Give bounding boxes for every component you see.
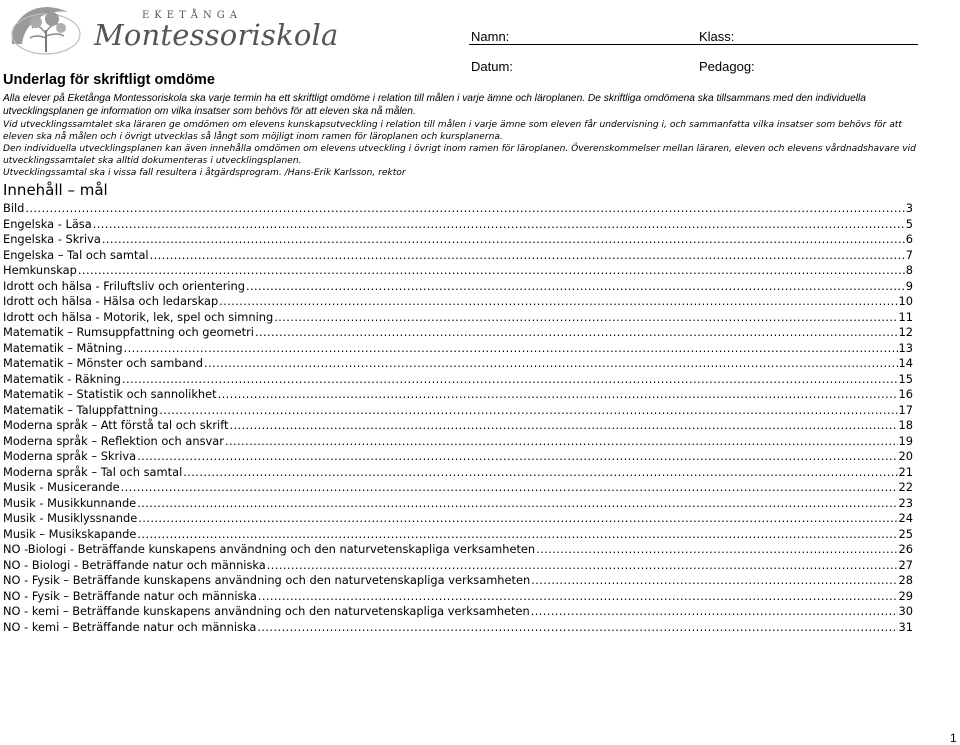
toc-leader-dots bbox=[204, 356, 898, 372]
toc-entry[interactable] bbox=[3, 356, 913, 372]
toc-entry[interactable] bbox=[3, 294, 913, 310]
table-of-contents bbox=[3, 201, 913, 635]
toc-entry-page: 30 bbox=[898, 604, 913, 619]
toc-entry-page: 5 bbox=[905, 216, 913, 231]
page-number: 1 bbox=[950, 731, 957, 745]
toc-entry[interactable] bbox=[3, 232, 913, 248]
toc-leader-dots bbox=[267, 558, 898, 574]
toc-entry[interactable] bbox=[3, 372, 913, 388]
toc-entry[interactable] bbox=[3, 573, 913, 589]
toc-entry[interactable] bbox=[3, 465, 913, 481]
toc-entry-page: 28 bbox=[898, 573, 913, 588]
toc-entry[interactable] bbox=[3, 387, 913, 403]
toc-entry-page: 27 bbox=[898, 557, 913, 572]
toc-leader-dots bbox=[531, 604, 898, 620]
toc-heading: Innehåll – mål bbox=[3, 181, 108, 199]
intro-paragraph-2: Vid utvecklingssamtalet ska läraren ge omdömen om elevens kunskapsutveckling i relation till målen i varje ämne som eleven får undervisning i, och sammanfatta vilka insatser som behövs för att eleven ska nå målen och i övrigt utvecklas så långt som möjligt inom ramen för läroplanen och kursplanerna. bbox=[3, 120, 902, 142]
toc-leader-dots bbox=[258, 589, 898, 605]
toc-entry-title: Matematik - Räkning bbox=[3, 371, 122, 386]
toc-entry-title: Engelska – Tal och samtal bbox=[3, 247, 149, 262]
intro-details bbox=[3, 119, 918, 179]
toc-entry-title: Moderna språk – Reflektion och ansvar bbox=[3, 433, 224, 448]
toc-leader-dots bbox=[93, 217, 905, 233]
toc-leader-dots bbox=[531, 573, 897, 589]
toc-entry[interactable] bbox=[3, 434, 913, 450]
class-label: Klass: bbox=[699, 29, 735, 44]
toc-entry-title: Hemkunskap bbox=[3, 263, 77, 278]
intro-paragraph-3: Den individuella utvecklingsplanen kan även innehålla omdömen om elevens utveckling i övrigt inom ramen för läroplanen. Överenskommelser mellan läraren, eleven och elevens vårdnadshavare vid utvecklingssamtalet ska alltid dokumenteras i utvecklingsplanen. bbox=[3, 144, 916, 166]
toc-entry-page: 24 bbox=[898, 511, 913, 526]
toc-leader-dots bbox=[102, 232, 905, 248]
toc-entry-title: Matematik – Rumsuppfattning och geometri bbox=[3, 325, 254, 340]
toc-entry-title: NO - Fysik – Beträffande kunskapens användning och den naturvetenskapliga verksamheten bbox=[3, 573, 531, 588]
toc-entry-title: Musik - Musicerande bbox=[3, 480, 120, 495]
toc-entry-title: Idrott och hälsa - Friluftsliv och orientering bbox=[3, 278, 245, 293]
toc-entry[interactable] bbox=[3, 310, 913, 326]
toc-entry-title: Moderna språk – Att förstå tal och skrift bbox=[3, 418, 229, 433]
toc-entry-page: 22 bbox=[898, 480, 913, 495]
toc-entry[interactable] bbox=[3, 325, 913, 341]
toc-entry-page: 19 bbox=[898, 433, 913, 448]
toc-entry-title: Engelska - Läsa bbox=[3, 216, 92, 231]
toc-entry-page: 9 bbox=[905, 278, 913, 293]
toc-entry-page: 13 bbox=[898, 340, 913, 355]
toc-leader-dots bbox=[137, 527, 897, 543]
toc-entry-page: 17 bbox=[898, 402, 913, 417]
toc-leader-dots bbox=[246, 279, 905, 295]
logo-top-text: EKETÅNGA bbox=[142, 10, 242, 21]
toc-entry-title: Engelska - Skriva bbox=[3, 232, 101, 247]
toc-leader-dots bbox=[255, 325, 898, 341]
toc-entry[interactable] bbox=[3, 449, 913, 465]
toc-entry[interactable] bbox=[3, 279, 913, 295]
toc-entry[interactable] bbox=[3, 263, 913, 279]
toc-leader-dots bbox=[274, 310, 897, 326]
intro-paragraph: Alla elever på Eketånga Montessoriskola ska varje termin ha ett skriftligt omdöme i relation till målen i varje ämne och läroplanen. De skriftliga omdömena ska tillsammans med den individuella utvecklingsplanen ge information om vilka insatser som behövs för att eleven ska nå målen. bbox=[3, 93, 866, 117]
toc-entry-page: 7 bbox=[905, 247, 913, 262]
toc-entry-title: Matematik – Statistik och sannolikhet bbox=[3, 387, 217, 402]
logo-main-text: Montessoriskola bbox=[94, 18, 339, 52]
toc-entry-page: 18 bbox=[898, 418, 913, 433]
toc-entry-page: 23 bbox=[898, 495, 913, 510]
toc-leader-dots bbox=[138, 511, 897, 527]
toc-entry-title: Musik - Musiklyssnande bbox=[3, 511, 138, 526]
toc-entry-page: 31 bbox=[898, 619, 913, 634]
toc-leader-dots bbox=[137, 496, 897, 512]
toc-leader-dots bbox=[124, 341, 898, 357]
toc-leader-dots bbox=[78, 263, 905, 279]
toc-entry-page: 3 bbox=[905, 201, 913, 215]
toc-entry-title: Musik - Musikkunnande bbox=[3, 495, 137, 510]
toc-leader-dots bbox=[536, 542, 897, 558]
toc-entry[interactable] bbox=[3, 604, 913, 620]
toc-entry[interactable] bbox=[3, 217, 913, 233]
toc-entry-page: 10 bbox=[898, 294, 913, 309]
toc-entry[interactable] bbox=[3, 620, 913, 636]
toc-entry-page: 14 bbox=[898, 356, 913, 371]
toc-entry[interactable] bbox=[3, 589, 913, 605]
toc-entry-title: Matematik – Mönster och samband bbox=[3, 356, 203, 371]
toc-leader-dots bbox=[122, 372, 897, 388]
toc-entry-title: Matematik – Taluppfattning bbox=[3, 402, 159, 417]
toc-entry[interactable] bbox=[3, 341, 913, 357]
toc-entry[interactable] bbox=[3, 511, 913, 527]
toc-leader-dots bbox=[159, 403, 897, 419]
toc-entry-page: 25 bbox=[898, 526, 913, 541]
toc-entry-page: 15 bbox=[898, 371, 913, 386]
toc-entry-title: NO - kemi – Beträffande natur och människa bbox=[3, 619, 257, 634]
toc-entry-title: Matematik – Mätning bbox=[3, 340, 123, 355]
toc-entry[interactable] bbox=[3, 496, 913, 512]
toc-entry-page: 29 bbox=[898, 588, 913, 603]
teacher-label: Pedagog: bbox=[699, 59, 755, 74]
toc-leader-dots bbox=[25, 201, 904, 217]
toc-entry[interactable] bbox=[3, 418, 913, 434]
toc-entry-title: NO - Biologi - Beträffande natur och människa bbox=[3, 557, 266, 572]
toc-entry-page: 20 bbox=[898, 449, 913, 464]
date-label: Datum: bbox=[471, 59, 513, 74]
toc-entry-title: Musik – Musikskapande bbox=[3, 526, 137, 541]
intro-paragraph-4: Utvecklingssamtal ska i vissa fall resultera i åtgärdsprogram. /Hans-Erik Karlsson, rektor bbox=[3, 168, 406, 178]
toc-leader-dots bbox=[257, 620, 897, 636]
toc-entry-title: Moderna språk – Tal och samtal bbox=[3, 464, 183, 479]
toc-leader-dots bbox=[225, 434, 898, 450]
toc-leader-dots bbox=[219, 294, 897, 310]
toc-leader-dots bbox=[218, 387, 898, 403]
toc-entry-page: 6 bbox=[905, 232, 913, 247]
toc-leader-dots bbox=[183, 465, 897, 481]
toc-entry[interactable] bbox=[3, 403, 913, 419]
toc-entry[interactable] bbox=[3, 527, 913, 543]
toc-leader-dots bbox=[121, 480, 898, 496]
toc-leader-dots bbox=[229, 418, 897, 434]
toc-entry-page: 11 bbox=[898, 309, 913, 324]
document-title: Underlag för skriftligt omdöme bbox=[3, 72, 215, 88]
toc-entry[interactable] bbox=[3, 558, 913, 574]
school-logo bbox=[6, 4, 339, 56]
header-line-1 bbox=[469, 44, 918, 45]
toc-entry[interactable] bbox=[3, 480, 913, 496]
toc-entry[interactable] bbox=[3, 201, 913, 217]
toc-entry-title: Idrott och hälsa - Motorik, lek, spel och simning bbox=[3, 309, 274, 324]
toc-entry-title: Moderna språk – Skriva bbox=[3, 449, 137, 464]
toc-leader-dots bbox=[137, 449, 897, 465]
toc-entry-page: 16 bbox=[898, 387, 913, 402]
toc-entry-title: Bild bbox=[3, 201, 25, 215]
toc-entry[interactable] bbox=[3, 542, 913, 558]
toc-entry-title: NO - kemi – Beträffande kunskapens användning och den naturvetenskapliga verksamheten bbox=[3, 604, 530, 619]
toc-entry-title: Idrott och hälsa - Hälsa och ledarskap bbox=[3, 294, 219, 309]
tree-circle-logo-icon bbox=[6, 4, 86, 56]
toc-entry-page: 26 bbox=[898, 542, 913, 557]
toc-entry-page: 8 bbox=[905, 263, 913, 278]
toc-entry-page: 12 bbox=[898, 325, 913, 340]
toc-entry-title: NO - Fysik – Beträffande natur och människa bbox=[3, 588, 257, 603]
toc-entry[interactable] bbox=[3, 248, 913, 264]
toc-entry-page: 21 bbox=[898, 464, 913, 479]
name-label: Namn: bbox=[471, 29, 510, 44]
toc-entry-title: NO -Biologi - Beträffande kunskapens användning och den naturvetenskapliga verksamheten bbox=[3, 542, 536, 557]
toc-leader-dots bbox=[150, 248, 905, 264]
